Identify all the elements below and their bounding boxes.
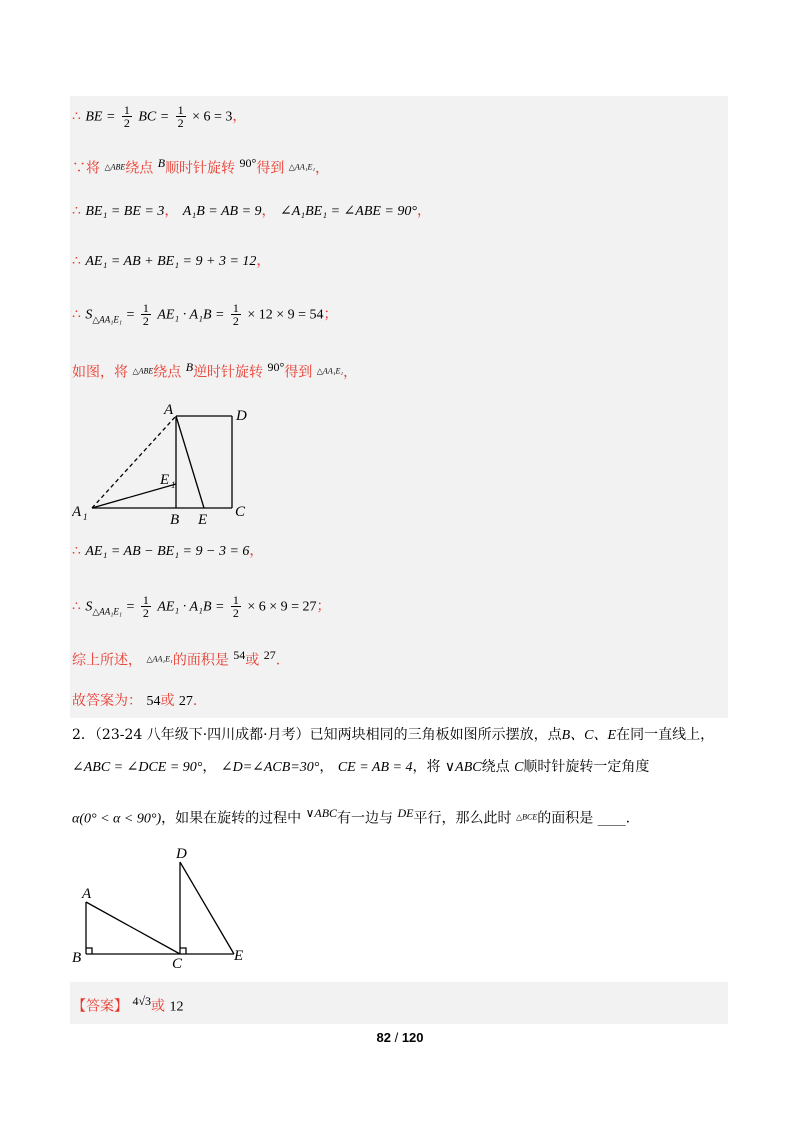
solution-line-9: 综上所述， $^{\triangle AA_1E_1}$的面积是 54或 27. bbox=[72, 648, 281, 669]
label-D: D bbox=[236, 408, 247, 424]
question-line-3: α(0° < α < 90°)，如果在旋转的过程中 ∨ABC有一边与 DE平行，那么此时 $^{\triangle BCE}$的面积是 ____. bbox=[72, 806, 631, 827]
label-A: A bbox=[164, 402, 174, 418]
page-number: 82 / 120 bbox=[376, 1030, 424, 1045]
label-D: D bbox=[176, 846, 187, 862]
label-E1: E bbox=[160, 472, 170, 488]
label-A1: A bbox=[72, 504, 82, 520]
answer-line: 【答案】 4√3或 12 bbox=[72, 994, 184, 1015]
solution-line-10: 故答案为： 54或 27. bbox=[72, 693, 198, 709]
solution-line-2: ∵将 $^{\triangle ABE}$绕点 B顺时针旋转 90°得到 $^{\triangle AA_1E_1}$， bbox=[72, 156, 330, 177]
label-C: C bbox=[172, 956, 183, 970]
label-E: E bbox=[234, 948, 244, 964]
answer-label: 【答案】 bbox=[72, 998, 128, 1015]
label-E: E bbox=[198, 512, 208, 528]
solution-line-1: ∴ BE = $\frac{1}{2}$ BC = $\frac{1}{2}$ × 6 = 3， bbox=[72, 103, 247, 130]
label-C: C bbox=[235, 504, 246, 520]
svg-text:1: 1 bbox=[171, 480, 176, 490]
question-line-2: ∠ABC = ∠DCE = 90°， ∠D=∠ACB=30°， CE = AB = 4，将 ∨ABC绕点 C顺时针旋转一定角度 bbox=[72, 759, 650, 775]
label-B: B bbox=[72, 950, 82, 966]
solution-line-5: ∴ $S_{\triangle AA_1E_1}$ = $\frac{1}{2}$ AE₁ · A₁B = $\frac{1}{2}$ × 12 × 9 = 54； bbox=[72, 301, 338, 328]
question-line-1: 2．（23-24 八年级下·四川成都·月考）已知两块相同的三角板如图所示摆放，点B、C、E在同一直线上， bbox=[72, 727, 715, 743]
solution-line-4: ∴ AE₁ = AB + BE₁ = 9 + 3 = 12， bbox=[72, 253, 271, 269]
solution-line-8: ∴ $S_{\triangle AA_1E_1}$ = $\frac{1}{2}$ AE₁ · A₁B = $\frac{1}{2}$ × 6 × 9 = 27； bbox=[72, 593, 331, 620]
svg-text:1: 1 bbox=[83, 512, 88, 522]
solution-line-3: ∴ BE₁ = BE = 3， A₁B = AB = 9， ∠A₁BE₁ = ∠ABE = 90°， bbox=[72, 203, 431, 219]
answer-blank: ____ bbox=[597, 810, 626, 827]
rotation-figure bbox=[72, 398, 272, 528]
solution-line-7: ∴ AE₁ = AB − BE₁ = 9 − 3 = 6， bbox=[72, 543, 264, 559]
label-A: A bbox=[82, 886, 92, 902]
label-B: B bbox=[170, 512, 180, 528]
triangles-figure bbox=[72, 842, 262, 970]
solution-line-6: 如图，将 $^{\triangle ABE}$绕点 B逆时针旋转 90°得到 $^{\triangle AA_1E_1}$， bbox=[72, 360, 358, 381]
